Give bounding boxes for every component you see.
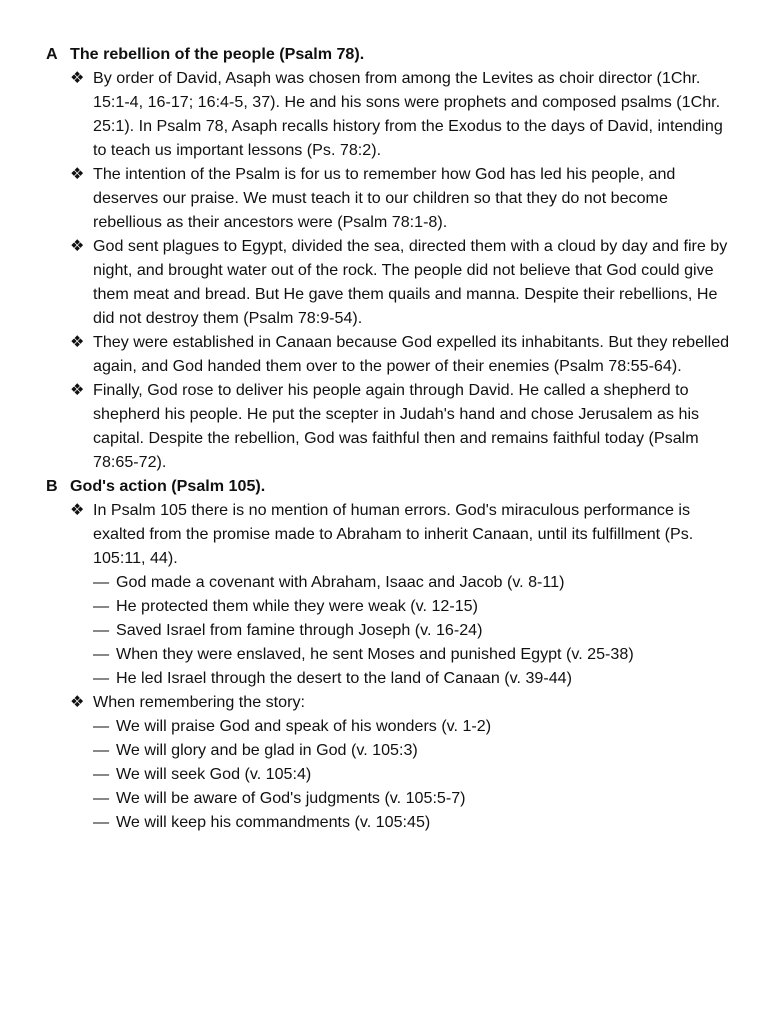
diamond-bullet-icon: ❖ [70, 693, 85, 711]
sub-item [93, 738, 736, 762]
diamond-bullet-icon: ❖ [70, 165, 85, 183]
bullet-text: God sent plagues to Egypt, divided the sea, directed them with a cloud by day and fire by night, and brought water out of the rock. The people did not believe that God could give them meat and bread. But He gave them quails and manna. Despite their rebellions, He did not destroy them (Psalm 78:9-54). [93, 237, 728, 327]
sub-item-text: He led Israel through the desert to the land of Canaan (v. 39-44) [116, 669, 572, 687]
sub-item [93, 810, 736, 834]
em-dash-marker: — [93, 765, 110, 783]
section-a-bullet-5 [70, 378, 736, 474]
sub-item [93, 786, 736, 810]
em-dash-marker: — [93, 813, 110, 831]
em-dash-marker: — [93, 573, 110, 591]
sub-item [93, 570, 736, 594]
em-dash-marker: — [93, 621, 110, 639]
section-b-bullet-1 [70, 498, 736, 570]
bullet-text: The intention of the Psalm is for us to remember how God has led his people, and deserves our praise. We must teach it to our children so that they do not become rebellious as their ancestors were (Psalm 78:1-8). [93, 165, 676, 231]
diamond-bullet-icon: ❖ [70, 237, 85, 255]
section-a-bullet-1 [70, 66, 736, 162]
bullet-text: In Psalm 105 there is no mention of human errors. God's miraculous performance is exalted from the promise made to Abraham to inherit Canaan, until its fulfillment (Ps. 105:11, 44). [93, 501, 694, 567]
sub-item-text: We will seek God (v. 105:4) [116, 765, 312, 783]
section-a-bullet-2 [70, 162, 736, 234]
section-b-title: God's action (Psalm 105). [70, 477, 266, 495]
sub-item [93, 618, 736, 642]
section-b-bullet-2 [70, 690, 736, 714]
diamond-bullet-icon: ❖ [70, 381, 85, 399]
sub-item-text: We will glory and be glad in God (v. 105:3) [116, 741, 418, 759]
sub-item [93, 714, 736, 738]
bullet-text: When remembering the story: [93, 693, 305, 711]
diamond-bullet-icon: ❖ [70, 333, 85, 351]
sub-item [93, 666, 736, 690]
em-dash-marker: — [93, 597, 110, 615]
section-a-bullet-3 [70, 234, 736, 330]
sub-item-text: Saved Israel from famine through Joseph (v. 16-24) [116, 621, 483, 639]
section-a-heading [46, 42, 736, 66]
sub-item-text: We will praise God and speak of his wonders (v. 1-2) [116, 717, 492, 735]
sub-item-text: God made a covenant with Abraham, Isaac and Jacob (v. 8-11) [116, 573, 565, 591]
bullet-text: Finally, God rose to deliver his people again through David. He called a shepherd to shepherd his people. He put the scepter in Judah's hand and chose Jerusalem as his capital. Despite the rebellion, God was faithful then and remains faithful today (Psalm 78:65-72). [93, 381, 700, 471]
em-dash-marker: — [93, 669, 110, 687]
diamond-bullet-icon: ❖ [70, 501, 85, 519]
section-a-bullet-4 [70, 330, 736, 378]
section-a-title: The rebellion of the people (Psalm 78). [70, 45, 365, 63]
bullet-text: By order of David, Asaph was chosen from among the Levites as choir director (1Chr. 15:1-4, 16-17; 16:4-5, 37). He and his sons were prophets and composed psalms (1Chr. 25:1). In Psalm 78, Asaph recalls history from the Exodus to the days of David, intending to teach us important lessons (Ps. 78:2). [93, 69, 723, 159]
em-dash-marker: — [93, 741, 110, 759]
sub-item-text: When they were enslaved, he sent Moses and punished Egypt (v. 25-38) [116, 645, 634, 663]
sub-item [93, 642, 736, 666]
sub-item-text: We will keep his commandments (v. 105:45) [116, 813, 431, 831]
diamond-bullet-icon: ❖ [70, 69, 85, 87]
sub-item-text: He protected them while they were weak (v. 12-15) [116, 597, 478, 615]
sub-item [93, 762, 736, 786]
section-b-heading [46, 474, 736, 498]
em-dash-marker: — [93, 645, 110, 663]
em-dash-marker: — [93, 717, 110, 735]
em-dash-marker: — [93, 789, 110, 807]
bullet-text: They were established in Canaan because God expelled its inhabitants. But they rebelled again, and God handed them over to the power of their enemies (Psalm 78:55-64). [93, 333, 730, 375]
section-a-letter: A [46, 45, 58, 63]
document-content [46, 42, 736, 834]
section-b-letter: B [46, 477, 58, 495]
sub-item-text: We will be aware of God's judgments (v. 105:5-7) [116, 789, 466, 807]
sub-item [93, 594, 736, 618]
